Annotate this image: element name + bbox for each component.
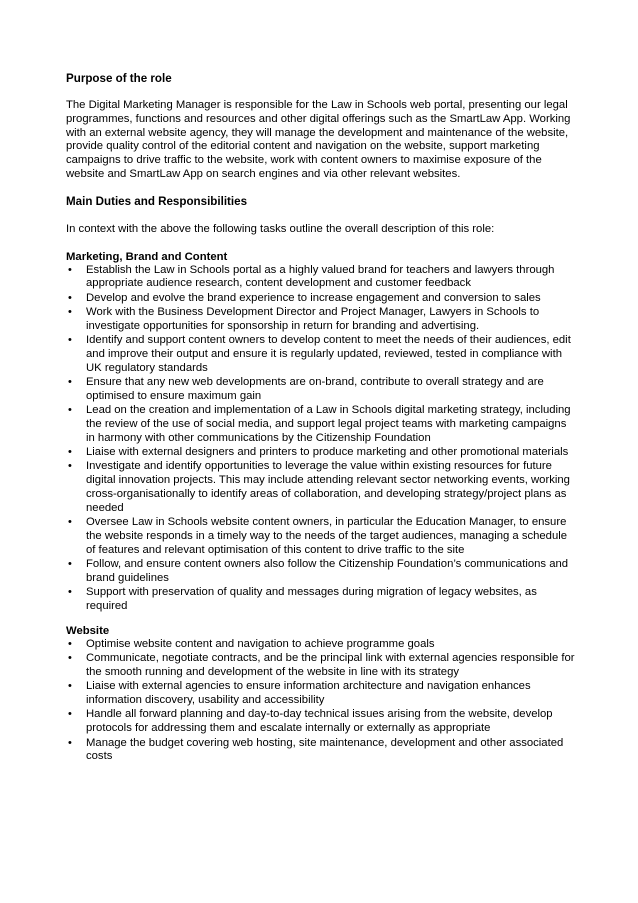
- bullet-icon: •: [68, 680, 72, 693]
- list-item: [66, 558, 578, 586]
- list-item-text: Work with the Business Development Director and Project Manager, Lawyers in Schools to investigate opportunities for sponsorship in return for branding and advertising.: [86, 305, 540, 332]
- bullet-icon: •: [68, 305, 72, 318]
- list-item: [66, 708, 578, 736]
- bullet-icon: •: [68, 652, 72, 665]
- list-item-text: Communicate, negotiate contracts, and be the principal link with external agencies responsible for the smooth running and development of the website in line with its strategy: [86, 652, 575, 679]
- list-item: [66, 446, 578, 460]
- bullet-icon: •: [68, 736, 72, 749]
- list-item-text: Manage the budget covering web hosting, site maintenance, development and other associated costs: [86, 736, 564, 763]
- bullet-icon: •: [68, 334, 72, 347]
- website-list: [66, 638, 578, 764]
- purpose-heading: Purpose of the role: [66, 72, 172, 85]
- list-item: [66, 264, 578, 292]
- list-item: [66, 376, 578, 404]
- list-item-text: Follow, and ensure content owners also follow the Citizenship Foundation’s communications and brand guidelines: [86, 557, 569, 584]
- list-item-text: Lead on the creation and implementation of a Law in Schools digital marketing strategy, including the review of the use of social media, and support legal project teams with marketing campaigns in harmony with other communications by the Citizenship Foundation: [86, 404, 571, 444]
- website-heading: Website: [66, 625, 110, 637]
- list-item-text: Oversee Law in Schools website content owners, in particular the Education Manager, to ensure the website responds in a timely way to the needs of the target audiences, managing a schedule of features and relevant optimisation of this content to drive traffic to the site: [86, 515, 568, 556]
- list-item: [66, 680, 578, 708]
- list-item-text: Optimise website content and navigation to achieve programme goals: [86, 638, 435, 650]
- bullet-icon: •: [68, 263, 72, 276]
- marketing-heading: Marketing, Brand and Content: [66, 250, 228, 263]
- list-item: [66, 306, 578, 334]
- bullet-icon: •: [68, 638, 72, 650]
- list-item: [66, 292, 578, 306]
- list-item-text: Handle all forward planning and day-to-day technical issues arising from the website, develop protocols for addressing them and escalate internally or externally as appropriate: [86, 708, 553, 735]
- list-item-text: Establish the Law in Schools portal as a highly valued brand for teachers and lawyers through appropriate audience research, content development and customer feedback: [86, 263, 555, 290]
- bullet-icon: •: [68, 460, 72, 473]
- list-item: [66, 652, 578, 680]
- bullet-icon: •: [68, 375, 72, 388]
- list-item: [66, 737, 578, 765]
- list-item: [66, 638, 578, 652]
- bullet-icon: •: [68, 291, 72, 304]
- list-item: [66, 334, 578, 375]
- duties-heading: Main Duties and Responsibilities: [66, 194, 248, 208]
- marketing-list: [66, 264, 578, 614]
- bullet-icon: •: [68, 708, 72, 721]
- list-item-text: Support with preservation of quality and messages during migration of legacy websites, as required: [86, 585, 537, 612]
- list-item-text: Liaise with external agencies to ensure information architecture and navigation enhances information discovery, usability and accessibility: [86, 680, 531, 707]
- list-item: [66, 586, 578, 614]
- purpose-body: The Digital Marketing Manager is responsible for the Law in Schools web portal, presenting our legal programmes, functions and resources and other digital offerings such as the SmartLaw App. Working with an external website agency, they will manage the development and maintenance of the website, provide quality control of the editorial content and navigation on the website, support marketing campaigns to drive traffic to the website, work with content owners to maximise exposure of the website and SmartLaw App on search engines and via other relevant websites.: [66, 99, 571, 180]
- bullet-icon: •: [68, 404, 72, 417]
- list-item-text: Develop and evolve the brand experience to increase engagement and conversion to sales: [86, 291, 541, 304]
- list-item-text: Investigate and identify opportunities to leverage the value within existing resources for future digital innovation projects. This may include attending relevant sector networking events, working cross-organisationally to identify areas of collaboration, and developing strategy/project plans as needed: [86, 460, 570, 514]
- bullet-icon: •: [68, 515, 72, 528]
- list-item-text: Liaise with external designers and printers to produce marketing and other promotional materials: [86, 445, 569, 458]
- list-item-text: Identify and support content owners to develop content to meet the needs of their audiences, edit and improve their output and ensure it is regularly updated, reviewed, tested in compliance with UK regulatory standards: [86, 334, 571, 374]
- list-item-text: Ensure that any new web developments are on-brand, contribute to overall strategy and are optimised to ensure maximum gain: [86, 375, 544, 402]
- list-item: [66, 516, 578, 557]
- duties-intro: In context with the above the following tasks outline the overall description of this role:: [66, 222, 495, 235]
- bullet-icon: •: [68, 445, 72, 458]
- list-item: [66, 404, 578, 445]
- list-item: [66, 460, 578, 515]
- bullet-icon: •: [68, 585, 72, 598]
- bullet-icon: •: [68, 557, 72, 570]
